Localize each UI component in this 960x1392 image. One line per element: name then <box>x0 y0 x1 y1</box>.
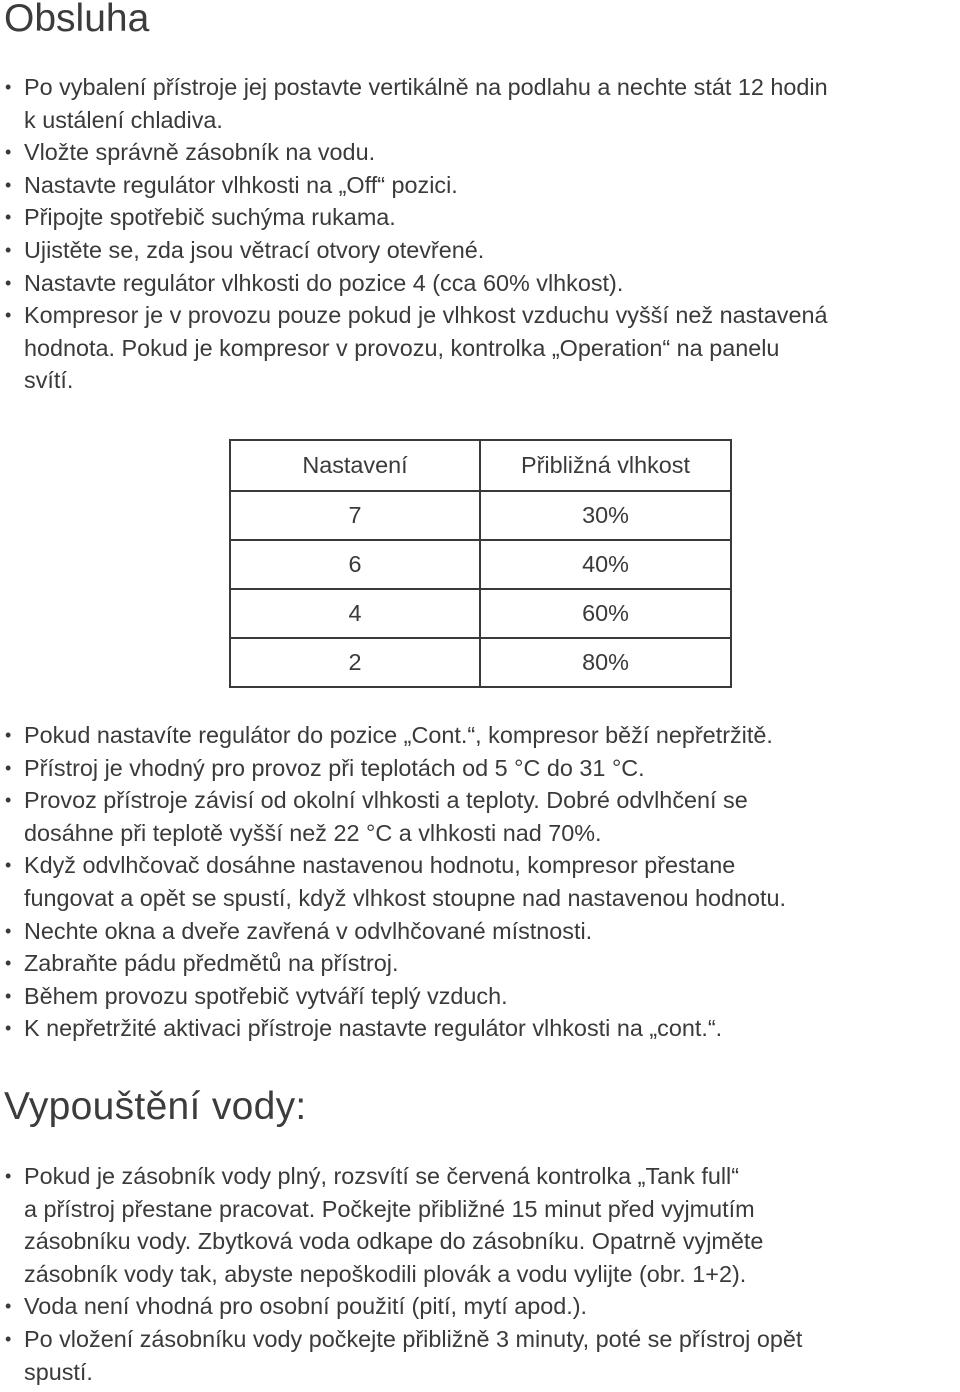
list-item <box>0 719 960 752</box>
humidity-settings-table <box>229 439 732 688</box>
bullet-icon: • <box>5 77 12 97</box>
table-cell-humidity: 60% <box>480 589 731 638</box>
list-item <box>0 169 960 202</box>
list-item <box>0 71 960 136</box>
list-item-text: Během provozu spotřebič vytváří teplý vzduch. <box>24 982 508 1009</box>
list-item-text: Nastavte regulátor vlhkosti do pozice 4 (cca 60% vlhkost). <box>24 269 624 296</box>
table-header-humidity: Přibližná vlhkost <box>480 440 731 491</box>
table-row <box>230 491 731 540</box>
list-item <box>0 980 960 1013</box>
list-item <box>0 201 960 234</box>
list-item <box>0 234 960 267</box>
list-item-text: Vložte správně zásobník na vodu. <box>24 139 376 166</box>
bullet-icon: • <box>5 305 12 326</box>
bullet-icon: • <box>5 174 12 195</box>
bullet-icon: • <box>5 953 12 974</box>
table-cell-humidity: 80% <box>480 638 731 687</box>
list-item <box>0 1160 960 1290</box>
table-row <box>230 540 731 589</box>
list-item-text: K nepřetržité aktivaci přístroje nastavte regulátor vlhkosti na „cont.“. <box>24 1015 723 1042</box>
table-row <box>230 638 731 687</box>
list-item-text: Když odvlhčovač dosáhne nastavenou hodnotu, kompresor přestane fungovat a opět se spustí, když vlhkost stoupne nad nastavenou hodnotu. <box>24 852 787 911</box>
bullet-icon: • <box>5 790 12 811</box>
list-item-text: Nastavte regulátor vlhkosti na „Off“ pozici. <box>24 171 458 198</box>
list-item-text: Zabraňte pádu předmětů na přístroj. <box>24 950 399 977</box>
list-item-text: Provoz přístroje závisí od okolní vlhkosti a teploty. Dobré odvlhčení se dosáhne při teplotě vyšší než 22 °C a vlhkosti nad 70%. <box>24 787 748 846</box>
list-item-text: Přístroj je vhodný pro provoz při teplotách od 5 °C do 31 °C. <box>24 754 645 781</box>
list-item-text: Po vložení zásobníku vody počkejte přibližně 3 minuty, poté se přístroj opět spustí. <box>24 1325 803 1385</box>
list-item-text: Připojte spotřebič suchýma rukama. <box>24 204 396 231</box>
table-cell-setting: 6 <box>230 540 480 589</box>
bullet-icon: • <box>5 239 12 260</box>
list-item-text: Po vybalení přístroje jej postavte vertikálně na podlahu a nechte stát 12 hodin k ustálení chladiva. <box>24 74 828 133</box>
list-item <box>0 1290 960 1323</box>
bullet-icon: • <box>5 1328 12 1349</box>
bullet-icon: • <box>5 142 12 163</box>
table-cell-humidity: 40% <box>480 540 731 589</box>
bullet-icon: • <box>5 1018 12 1039</box>
bullet-icon: • <box>5 1166 12 1186</box>
list-item <box>0 915 960 948</box>
list-item <box>0 752 960 785</box>
list-item-text: Ujistěte se, zda jsou větrací otvory otevřené. <box>24 236 485 263</box>
list-item <box>0 1323 960 1388</box>
list-item-text: Kompresor je v provozu pouze pokud je vlhkost vzduchu vyšší než nastavená hodnota. Pokud je kompresor v provozu, kontrolka „Operation“ na panelu svítí. <box>24 302 828 394</box>
list-item-text: Nechte okna a dveře zavřená v odvlhčované místnosti. <box>24 917 593 944</box>
bullet-icon: • <box>5 855 12 876</box>
bullet-list-notes <box>0 719 960 1045</box>
list-item <box>0 299 960 397</box>
list-item <box>0 136 960 169</box>
bullet-icon: • <box>5 207 12 228</box>
bullet-icon: • <box>5 1296 12 1317</box>
table-cell-setting: 7 <box>230 491 480 540</box>
bullet-list-water-drain <box>0 1160 960 1388</box>
table-cell-setting: 4 <box>230 589 480 638</box>
table-row <box>230 589 731 638</box>
list-item <box>0 849 960 914</box>
bullet-list-operation <box>0 71 960 397</box>
list-item-text: Voda není vhodná pro osobní použití (pití, mytí apod.). <box>24 1293 588 1320</box>
bullet-icon: • <box>5 272 12 293</box>
table-header-setting: Nastavení <box>230 440 480 491</box>
list-item <box>0 947 960 980</box>
list-item <box>0 1012 960 1045</box>
section-title-water-drain: Vypouštění vody: <box>4 1085 307 1128</box>
table-cell-humidity: 30% <box>480 491 731 540</box>
bullet-icon: • <box>5 985 12 1006</box>
bullet-icon: • <box>5 725 12 745</box>
table-cell-setting: 2 <box>230 638 480 687</box>
bullet-icon: • <box>5 757 12 778</box>
bullet-icon: • <box>5 920 12 941</box>
list-item <box>0 784 960 849</box>
list-item-text: Pokud nastavíte regulátor do pozice „Cont.“, kompresor běží nepřetržitě. <box>24 722 773 748</box>
list-item <box>0 267 960 300</box>
list-item-text: Pokud je zásobník vody plný, rozsvítí se červená kontrolka „Tank full“ a přístroj přestane pracovat. Počkejte přibližné 15 minut před vyjmutím zásobníku vody. Zbytková voda odkape do zásobníku. Opatrně vyjměte zásobník vody tak, abyste nepoškodili plovák a vodu vylijte (obr. 1+2). <box>24 1163 764 1287</box>
section-title-obsluha: Obsluha <box>4 0 150 40</box>
table-header-row <box>230 440 731 491</box>
